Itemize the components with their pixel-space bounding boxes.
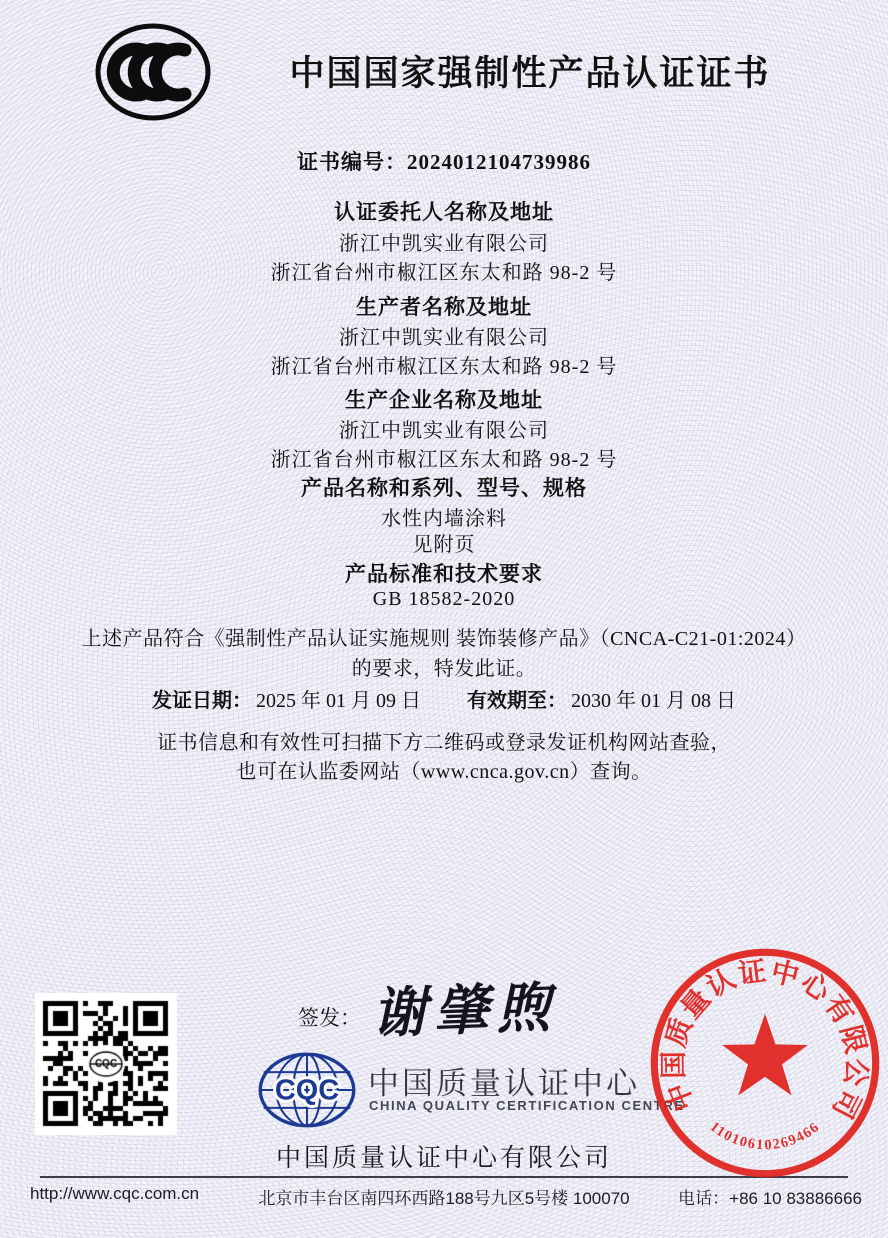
qr-code	[35, 993, 177, 1135]
product-name: 水性内墙涂料	[381, 508, 507, 530]
seal-ring-text: 中国质量认证中心有限公司	[657, 954, 873, 1126]
issue-date-label: 发证日期：	[152, 690, 252, 712]
seal-star	[722, 1014, 808, 1096]
cqc-logo-text: CQC	[274, 1074, 340, 1107]
compliance-statement-line1: 上述产品符合《强制性产品认证实施规则 装饰装修产品》（CNCA-C21-01:2024）	[81, 628, 807, 650]
product-attachment-note: 见附页	[412, 534, 476, 556]
cqc-name-cn: 中国质量认证中心	[368, 1066, 640, 1101]
certificate-number-label: 证书编号：	[297, 150, 407, 174]
section-product-header: 产品名称和系列、型号、规格	[301, 476, 587, 500]
dates-line	[0, 684, 888, 713]
footer-address: 北京市丰台区南四环西路188号九区5号楼 100070	[258, 1189, 630, 1208]
cqc-globe-icon	[256, 1050, 358, 1130]
applicant-name: 浙江中凯实业有限公司	[339, 233, 549, 255]
official-seal	[642, 940, 888, 1186]
section-standard-header: 产品标准和技术要求	[345, 562, 543, 586]
svg-text:11010610269466	[707, 1119, 823, 1153]
section-applicant-header: 认证委托人名称及地址	[334, 200, 554, 224]
certificate-title: 中国国家强制性产品认证证书	[289, 54, 771, 93]
factory-address: 浙江省台州市椒江区东太和路 98-2 号	[270, 449, 618, 471]
expiry-date-value: 2030 年 01 月 08 日	[571, 690, 736, 712]
factory-name: 浙江中凯实业有限公司	[339, 420, 549, 442]
qr-code-box	[35, 993, 177, 1135]
cqc-name-en: CHINA QUALITY CERTIFICATION CENTRE	[369, 1098, 685, 1113]
sign-label: 签发：	[298, 1006, 361, 1030]
certificate-number-line	[0, 146, 888, 176]
ccc-logo-icon	[93, 20, 213, 124]
applicant-address: 浙江省台州市椒江区东太和路 98-2 号	[270, 262, 618, 284]
footer-phone: 电话：+86 10 83886666	[678, 1189, 862, 1208]
issue-date-value: 2025 年 01 月 09 日	[256, 690, 421, 712]
certificate-number-value: 2024012104739986	[407, 150, 591, 174]
producer-address: 浙江省台州市椒江区东太和路 98-2 号	[270, 356, 618, 378]
footer-website: http://www.cqc.com.cn	[30, 1184, 200, 1203]
signature-handwriting: 谢肇煦	[371, 977, 560, 1045]
verify-note-line1: 证书信息和有效性可扫描下方二维码或登录发证机构网站查验，	[157, 732, 731, 754]
verify-note-line2: 也可在认监委网站（www.cnca.gov.cn）查询。	[236, 761, 652, 783]
standard-value: GB 18582-2020	[372, 588, 516, 610]
seal-number: 11010610269466	[706, 1118, 824, 1154]
issuer-company-name: 中国质量认证中心有限公司	[275, 1145, 612, 1172]
expiry-date-label: 有效期至：	[467, 690, 567, 712]
compliance-statement-line2: 的要求，特发此证。	[351, 658, 537, 680]
section-producer-header: 生产者名称及地址	[356, 295, 532, 319]
producer-name: 浙江中凯实业有限公司	[339, 327, 549, 349]
section-factory-header: 生产企业名称及地址	[345, 388, 543, 412]
